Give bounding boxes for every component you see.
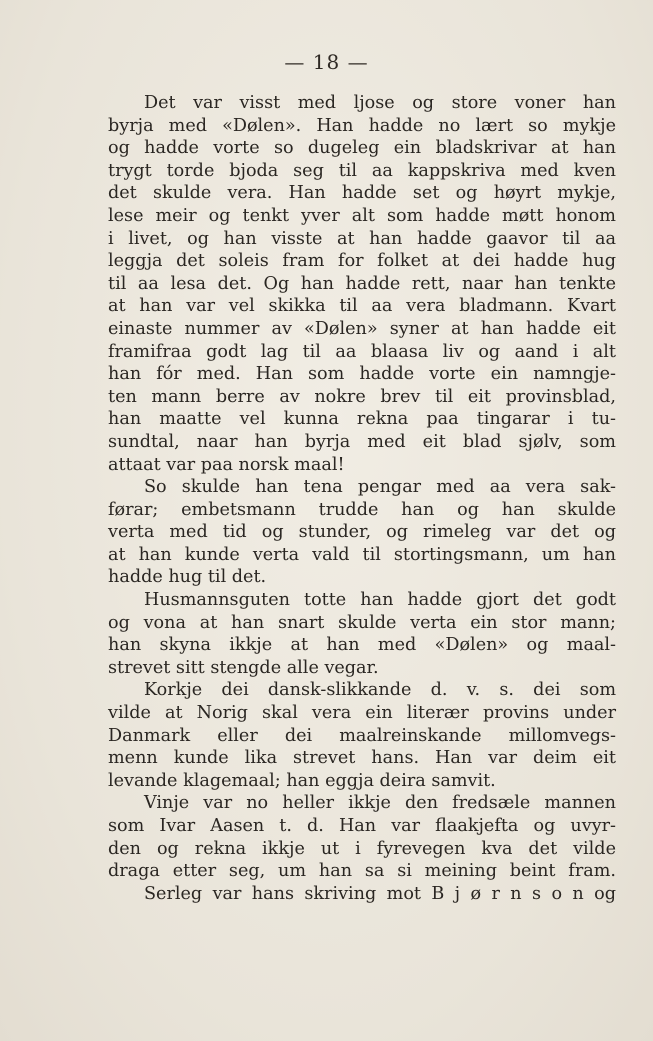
text-line: attaat var paa norsk maal! bbox=[108, 454, 345, 475]
text-line: Husmannsguten totte han hadde gjort det godt bbox=[144, 590, 616, 611]
text-line: Serleg var hans skriving mot B j ø r n s o n og bbox=[144, 883, 616, 904]
text-line: Det var visst med ljose og store voner han bbox=[144, 93, 616, 113]
text-line: byrja med «Dølen». Han hadde no lært so mykje bbox=[108, 115, 616, 136]
text-line: den og rekna ikkje ut i fyrevegen kva det vilde bbox=[108, 838, 616, 859]
text-line: han fór med. Han som hadde vorte ein namngje- bbox=[108, 364, 616, 385]
page-number: — 18 — bbox=[284, 50, 369, 74]
text-line: strevet sitt stengde alle vegar. bbox=[108, 657, 379, 678]
text-line: som Ivar Aasen t. d. Han var flaakjefta og uvyr- bbox=[108, 816, 616, 836]
text-line: trygt torde bjoda seg til aa kappskriva med kven bbox=[108, 160, 616, 181]
text-line: levande klagemaal; han eggja deira samvit. bbox=[108, 770, 496, 791]
text-line: til aa lesa det. Og han hadde rett, naar han tenkte bbox=[108, 273, 616, 294]
text-line: ten mann berre av nokre brev til eit provinsblad, bbox=[108, 386, 616, 407]
text-line: sundtal, naar han byrja med eit blad sjølv, som bbox=[108, 431, 616, 452]
text-line: verta med tid og stunder, og rimeleg var det og bbox=[108, 522, 616, 543]
text-line: førar; embetsmann trudde han og han skulde bbox=[108, 499, 616, 520]
text-line: at han var vel skikka til aa vera bladmann. Kvart bbox=[108, 296, 616, 317]
text-line: i livet, og han visste at han hadde gaavor til aa bbox=[108, 228, 616, 249]
text-line: vilde at Norig skal vera ein literær provins under bbox=[108, 703, 616, 724]
text-line: han skyna ikkje at han med «Dølen» og maal- bbox=[108, 635, 616, 656]
text-line: lese meir og tenkt yver alt som hadde møtt honom bbox=[108, 205, 616, 226]
text-line: menn kunde lika strevet hans. Han var deim eit bbox=[108, 748, 616, 769]
text-line: Korkje dei dansk-slikkande d. v. s. dei som bbox=[144, 680, 616, 701]
text-line: at han kunde verta vald til stortingsmann, um han bbox=[108, 544, 616, 565]
text-line: Vinje var no heller ikkje den fredsæle mannen bbox=[144, 793, 616, 814]
text-line: framifraa godt lag til aa blaasa liv og aand i alt bbox=[108, 341, 616, 362]
text-line: So skulde han tena pengar med aa vera sak- bbox=[144, 477, 616, 498]
body-text bbox=[108, 92, 616, 905]
text-line: og vona at han snart skulde verta ein stor mann; bbox=[108, 612, 616, 633]
text-line: leggja det soleis fram for folket at dei hadde hug bbox=[108, 251, 616, 272]
text-line: hadde hug til det. bbox=[108, 567, 267, 588]
text-line: det skulde vera. Han hadde set og høyrt mykje, bbox=[108, 183, 616, 204]
text-line: Danmark eller dei maalreinskande millomvegs- bbox=[108, 725, 616, 746]
text-line: draga etter seg, um han sa si meining beint fram. bbox=[108, 861, 616, 882]
text-line: han maatte vel kunna rekna paa tingarar i tu- bbox=[108, 409, 616, 430]
text-line: og hadde vorte so dugeleg ein bladskrivar at han bbox=[108, 138, 616, 159]
text-line: einaste nummer av «Dølen» syner at han hadde eit bbox=[108, 318, 616, 339]
